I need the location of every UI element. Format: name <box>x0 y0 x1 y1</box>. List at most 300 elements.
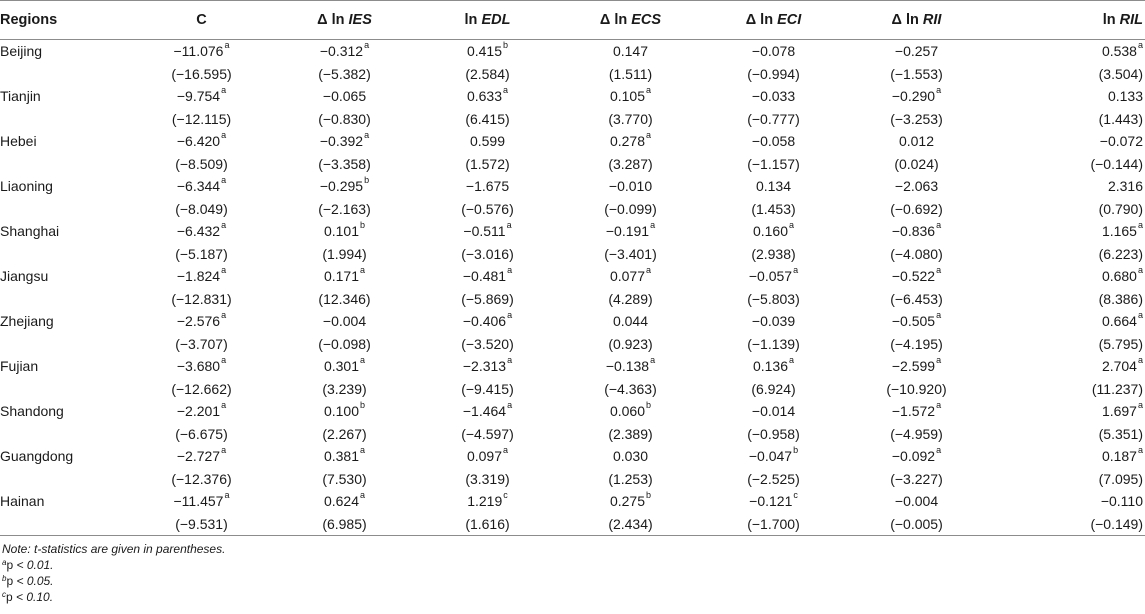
coefficient-cell <box>130 220 273 243</box>
coefficient-cell <box>416 265 559 288</box>
t-statistic: (5.351) <box>1098 425 1143 442</box>
t-statistic: (2.389) <box>608 425 653 442</box>
t-statistic: (−5.869) <box>461 290 514 307</box>
significance-mark: a <box>507 355 513 366</box>
coefficient-cell <box>702 85 845 108</box>
significance-mark: a <box>936 355 942 366</box>
coefficient-value: 2.316 <box>1107 178 1143 195</box>
t-statistic: (−16.595) <box>171 65 232 82</box>
coefficient-cell <box>988 310 1145 333</box>
tstat-row <box>0 153 1145 176</box>
tstat-row <box>0 423 1145 446</box>
note-c: $^c$p < 0.10. <box>2 590 54 604</box>
significance-mark: a <box>364 40 370 51</box>
significance-mark: a <box>1137 310 1143 321</box>
t-statistic: (−0.576) <box>461 200 514 217</box>
coefficient-value: 0.599 <box>469 133 506 150</box>
significance-mark: c <box>793 490 798 501</box>
coefficient-value: −0.392 <box>319 133 364 150</box>
t-statistic: (6.924) <box>751 380 796 397</box>
coefficient-cell <box>559 490 702 513</box>
coefficient-value: −2.599 <box>891 358 936 375</box>
coefficient-value: −0.522 <box>891 268 936 285</box>
coefficient-cell <box>845 445 988 468</box>
coefficient-value: 0.060 <box>609 403 646 420</box>
coefficient-cell <box>273 310 416 333</box>
table-body <box>0 40 1145 536</box>
significance-mark: a <box>1137 445 1143 456</box>
coefficient-value: 0.664 <box>1101 313 1137 330</box>
coefficient-cell <box>130 490 273 513</box>
coefficient-cell <box>273 40 416 63</box>
coefficient-value: −0.047 <box>748 448 793 465</box>
t-statistic: (−6.453) <box>890 290 943 307</box>
significance-mark: a <box>221 355 227 366</box>
coefficient-cell <box>845 400 988 423</box>
coefficient-value: −6.420 <box>176 133 221 150</box>
t-statistic: (1.994) <box>322 245 367 262</box>
region-name: Shanghai <box>0 223 60 240</box>
coefficient-value: 0.136 <box>752 358 789 375</box>
coefficient-value: 0.147 <box>612 43 649 60</box>
t-statistic: (−5.382) <box>318 65 371 82</box>
tstat-row <box>0 288 1145 311</box>
significance-mark: a <box>503 85 509 96</box>
coefficient-cell <box>845 130 988 153</box>
coefficient-value: −0.010 <box>608 178 653 195</box>
t-statistic: (−5.803) <box>747 290 800 307</box>
region-name: Hainan <box>0 493 45 510</box>
table-row <box>0 400 1145 423</box>
coefficient-value: 0.012 <box>898 133 935 150</box>
header-var: EDL <box>481 12 511 28</box>
significance-mark: a <box>224 490 230 501</box>
significance-mark: a <box>221 445 227 456</box>
t-statistic: (−4.597) <box>461 425 514 442</box>
coefficient-cell <box>273 265 416 288</box>
coefficient-cell <box>273 445 416 468</box>
coefficient-cell <box>559 265 702 288</box>
coefficient-value: −2.313 <box>462 358 507 375</box>
t-statistic: (−4.080) <box>890 245 943 262</box>
significance-mark: a <box>646 265 652 276</box>
t-statistic: (−1.553) <box>890 65 943 82</box>
t-statistic: (3.770) <box>608 110 653 127</box>
coefficient-value: −0.065 <box>322 88 367 105</box>
t-statistic: (−4.363) <box>604 380 657 397</box>
region-name: Jiangsu <box>0 268 49 285</box>
region-name: Tianjin <box>0 88 41 105</box>
coefficient-value: −0.511 <box>463 223 506 240</box>
coefficient-cell <box>988 490 1145 513</box>
region-name: Zhejiang <box>0 313 54 330</box>
coefficient-cell <box>559 400 702 423</box>
coefficient-cell <box>416 400 559 423</box>
region-name: Guangdong <box>0 448 74 465</box>
coefficient-value: −2.063 <box>894 178 939 195</box>
significance-mark: b <box>360 220 366 231</box>
table-row <box>0 85 1145 108</box>
coefficient-value: −1.675 <box>465 178 510 195</box>
tstat-row <box>0 333 1145 356</box>
coefficient-value: −11.076 <box>173 43 224 60</box>
significance-mark: a <box>936 85 942 96</box>
coefficient-cell <box>845 265 988 288</box>
coefficient-cell <box>416 355 559 378</box>
t-statistic: (1.443) <box>1098 110 1143 127</box>
significance-mark: a <box>650 220 656 231</box>
header-prefix: Δ ln <box>317 12 349 28</box>
t-statistic: (−3.253) <box>890 110 943 127</box>
significance-mark: b <box>646 490 652 501</box>
coefficient-value: −0.191 <box>605 223 650 240</box>
header-prefix: Δ ln <box>891 12 923 28</box>
t-statistic: (−9.415) <box>461 380 514 397</box>
t-statistic: (−6.675) <box>175 425 228 442</box>
empty-cell <box>0 63 130 86</box>
header-prefix: Δ ln <box>745 12 778 28</box>
coefficient-cell <box>702 175 845 198</box>
coefficient-cell <box>845 85 988 108</box>
coefficient-cell <box>988 220 1145 243</box>
coefficient-value: −11.457 <box>173 493 224 510</box>
coefficient-cell <box>988 265 1145 288</box>
coefficient-value: 0.101 <box>323 223 360 240</box>
header-var: RII <box>922 12 942 28</box>
t-statistic: (3.287) <box>608 155 653 172</box>
t-statistic: (8.386) <box>1098 290 1143 307</box>
coefficient-value: −0.481 <box>462 268 507 285</box>
coefficient-value: −0.092 <box>891 448 936 465</box>
t-statistic: (−9.531) <box>130 513 273 536</box>
coefficient-cell <box>702 130 845 153</box>
coefficient-cell <box>130 310 273 333</box>
coefficient-cell <box>988 130 1145 153</box>
significance-mark: a <box>936 220 942 231</box>
coefficient-value: −0.058 <box>751 133 796 150</box>
coefficient-cell <box>559 445 702 468</box>
t-statistic: (−12.662) <box>171 380 232 397</box>
coefficient-cell <box>702 355 845 378</box>
coefficient-value: −1.572 <box>891 403 936 420</box>
coefficient-value: −9.754 <box>176 88 221 105</box>
coefficient-cell <box>559 40 702 63</box>
coefficient-value: −0.257 <box>894 43 939 60</box>
table-row <box>0 355 1145 378</box>
coefficient-cell <box>702 220 845 243</box>
coefficient-cell <box>416 490 559 513</box>
coefficient-cell <box>988 175 1145 198</box>
empty-cell <box>0 288 130 311</box>
empty-cell <box>0 513 130 536</box>
coefficient-value: −0.121 <box>749 493 793 510</box>
coefficient-value: 0.301 <box>323 358 360 375</box>
note-b: $^b$p < 0.05. <box>2 574 54 588</box>
empty-cell <box>0 423 130 446</box>
t-statistic: (−0.777) <box>747 110 800 127</box>
coefficient-value: 1.697 <box>1101 403 1137 420</box>
t-statistic: (−3.227) <box>890 470 943 487</box>
coefficient-cell <box>845 355 988 378</box>
coefficient-value: −1.824 <box>176 268 221 285</box>
coefficient-cell <box>988 445 1145 468</box>
coefficient-cell <box>416 40 559 63</box>
table-row <box>0 40 1145 63</box>
coefficient-value: −0.505 <box>891 313 936 330</box>
significance-mark: a <box>221 85 227 96</box>
t-statistic: (−12.376) <box>171 470 232 487</box>
coefficient-cell <box>845 490 988 513</box>
coefficient-cell <box>559 355 702 378</box>
coefficient-cell <box>416 310 559 333</box>
coefficient-cell <box>988 85 1145 108</box>
t-statistic: (12.346) <box>318 290 371 307</box>
significance-mark: a <box>1137 355 1143 366</box>
t-statistic: (−0.098) <box>318 335 371 352</box>
t-statistic: (−3.520) <box>461 335 514 352</box>
significance-mark: a <box>221 310 227 321</box>
t-statistic: (0.024) <box>894 155 939 172</box>
header-prefix: ln <box>1102 12 1120 28</box>
t-statistic: (6.415) <box>465 110 510 127</box>
empty-cell <box>0 378 130 401</box>
significance-mark: a <box>936 265 942 276</box>
coefficient-cell <box>130 85 273 108</box>
header-var: ECI <box>777 12 802 28</box>
coefficient-value: 0.275 <box>609 493 646 510</box>
t-statistic: (−10.920) <box>886 380 947 397</box>
coefficient-value: −2.576 <box>176 313 221 330</box>
empty-cell <box>0 468 130 491</box>
coefficient-cell <box>702 265 845 288</box>
coefficient-cell <box>416 175 559 198</box>
significance-mark: b <box>503 40 509 51</box>
significance-mark: a <box>221 175 227 186</box>
t-statistic: (0.790) <box>1098 200 1143 217</box>
header-ln-edl <box>416 1 559 40</box>
coefficient-value: 0.680 <box>1101 268 1137 285</box>
t-statistic: (−5.187) <box>175 245 228 262</box>
table-row <box>0 310 1145 333</box>
significance-mark: a <box>936 445 942 456</box>
significance-mark: a <box>221 220 227 231</box>
t-statistic: (2.584) <box>465 65 510 82</box>
t-statistic: (1.253) <box>608 470 653 487</box>
t-statistic: (1.511) <box>608 65 653 82</box>
coefficient-cell <box>702 490 845 513</box>
coefficient-value: 0.160 <box>752 223 789 240</box>
coefficient-value: −0.078 <box>751 43 796 60</box>
t-statistic: (−0.830) <box>318 110 371 127</box>
coefficient-value: 1.165 <box>1101 223 1137 240</box>
coefficient-cell <box>130 400 273 423</box>
coefficient-cell <box>130 130 273 153</box>
header-prefix: Δ ln <box>599 12 632 28</box>
t-statistic: (−8.049) <box>175 200 228 217</box>
coefficient-value: −0.138 <box>605 358 650 375</box>
t-statistic: (−1.139) <box>747 335 800 352</box>
header-var: RIL <box>1119 12 1143 28</box>
t-statistic: (7.095) <box>1098 470 1143 487</box>
t-statistic: (−12.831) <box>171 290 232 307</box>
coefficient-value: −6.344 <box>176 178 221 195</box>
significance-mark: a <box>793 265 799 276</box>
region-name: Beijing <box>0 43 43 60</box>
significance-mark: b <box>793 445 799 456</box>
region-name: Shandong <box>0 403 64 420</box>
t-statistic: (−3.401) <box>604 245 657 262</box>
significance-mark: a <box>360 445 366 456</box>
significance-mark: c <box>503 490 508 501</box>
significance-mark: a <box>506 220 512 231</box>
t-statistic: (−4.195) <box>890 335 943 352</box>
t-statistic: (−2.163) <box>318 200 371 217</box>
t-statistic: (−0.149) <box>988 513 1145 536</box>
coefficient-cell <box>559 175 702 198</box>
coefficient-value: 0.030 <box>612 448 649 465</box>
coefficient-cell <box>702 445 845 468</box>
t-statistic: (6.223) <box>1098 245 1143 262</box>
table-row <box>0 130 1145 153</box>
significance-mark: a <box>1137 40 1143 51</box>
t-statistic: (3.239) <box>322 380 367 397</box>
coefficient-cell <box>702 400 845 423</box>
coefficient-value: −0.312 <box>319 43 364 60</box>
coefficient-value: −0.406 <box>462 313 507 330</box>
coefficient-value: 2.704 <box>1101 358 1137 375</box>
significance-mark: a <box>507 310 513 321</box>
significance-mark: a <box>650 355 656 366</box>
coefficient-value: −1.464 <box>462 403 507 420</box>
header-var: IES <box>348 12 372 28</box>
significance-mark: a <box>936 310 942 321</box>
coefficient-value: 0.105 <box>609 88 646 105</box>
significance-mark: a <box>1137 265 1143 276</box>
significance-mark: a <box>360 490 366 501</box>
empty-cell <box>0 108 130 131</box>
region-name: Liaoning <box>0 178 53 195</box>
coefficient-value: 0.624 <box>323 493 360 510</box>
coefficient-cell <box>130 175 273 198</box>
coefficient-value: 0.538 <box>1101 43 1137 60</box>
coefficient-cell <box>702 310 845 333</box>
coefficient-value: 1.219 <box>467 493 503 510</box>
t-statistic: (3.319) <box>465 470 510 487</box>
significance-mark: a <box>507 265 513 276</box>
coefficient-value: −0.057 <box>748 268 793 285</box>
header-dln-ies <box>273 1 416 40</box>
significance-mark: a <box>360 355 366 366</box>
coefficient-cell <box>845 175 988 198</box>
t-statistic: (−4.959) <box>890 425 943 442</box>
empty-cell <box>0 153 130 176</box>
t-statistic: (−3.358) <box>318 155 371 172</box>
coefficient-cell <box>416 220 559 243</box>
coefficient-cell <box>273 220 416 243</box>
significance-mark: a <box>507 400 513 411</box>
significance-mark: b <box>360 400 366 411</box>
coefficient-value: 0.100 <box>323 403 360 420</box>
coefficient-cell <box>130 445 273 468</box>
table-row <box>0 265 1145 288</box>
coefficient-value: 0.133 <box>1107 88 1143 105</box>
header-regions: Regions <box>0 1 130 40</box>
coefficient-value: 0.097 <box>466 448 503 465</box>
coefficient-cell <box>273 130 416 153</box>
t-statistic: (−0.005) <box>845 513 988 536</box>
coefficient-cell <box>988 400 1145 423</box>
coefficient-value: −0.014 <box>751 403 796 420</box>
t-statistic: (1.453) <box>751 200 796 217</box>
header-c: C <box>130 1 273 40</box>
coefficient-cell <box>416 445 559 468</box>
t-statistic: (−0.692) <box>890 200 943 217</box>
coefficient-value: 0.278 <box>609 133 646 150</box>
coefficient-cell <box>130 355 273 378</box>
t-statistic: (1.616) <box>416 513 559 536</box>
significance-mark: a <box>221 400 227 411</box>
significance-mark: a <box>364 130 370 141</box>
tstat-row <box>0 63 1145 86</box>
significance-mark: a <box>224 40 230 51</box>
coefficient-value: 0.415 <box>466 43 503 60</box>
header-dln-rii <box>845 1 988 40</box>
note-main: Note: t-statistics are given in parentheses. <box>2 542 226 556</box>
coefficient-cell <box>273 85 416 108</box>
table-row <box>0 220 1145 243</box>
coefficient-cell <box>845 220 988 243</box>
coefficient-value: −0.072 <box>1099 133 1143 150</box>
header-ln-ril <box>988 1 1145 40</box>
coefficient-value: 0.044 <box>612 313 649 330</box>
t-statistic: (4.289) <box>608 290 653 307</box>
t-statistic: (−0.994) <box>747 65 800 82</box>
t-statistic: (−8.509) <box>175 155 228 172</box>
coefficient-cell <box>845 310 988 333</box>
coefficient-value: −0.110 <box>1100 493 1143 510</box>
coefficient-value: 0.134 <box>755 178 792 195</box>
region-name: Fujian <box>0 358 39 375</box>
header-var: ECS <box>631 12 662 28</box>
coefficient-cell <box>988 355 1145 378</box>
coefficient-value: −0.039 <box>751 313 796 330</box>
significance-mark: b <box>364 175 370 186</box>
table-row <box>0 175 1145 198</box>
t-statistic: (7.530) <box>322 470 367 487</box>
t-statistic: (6.985) <box>273 513 416 536</box>
coefficient-cell <box>130 265 273 288</box>
note-a: $^a$p < 0.01. <box>2 558 54 572</box>
coefficient-value: −0.033 <box>751 88 796 105</box>
coefficient-cell <box>416 130 559 153</box>
t-statistic: (1.572) <box>465 155 510 172</box>
coefficient-value: −3.680 <box>176 358 221 375</box>
coefficient-cell <box>702 40 845 63</box>
tstat-row <box>0 108 1145 131</box>
coefficient-cell <box>273 400 416 423</box>
t-statistic: (−2.525) <box>747 470 800 487</box>
t-statistic: (2.938) <box>751 245 796 262</box>
significance-mark: a <box>646 85 652 96</box>
coefficient-value: −0.004 <box>894 493 939 510</box>
t-statistic: (0.923) <box>608 335 653 352</box>
coefficient-value: −2.201 <box>176 403 221 420</box>
coefficient-value: −6.432 <box>176 223 221 240</box>
t-statistic: (−3.016) <box>461 245 514 262</box>
coefficient-value: −0.836 <box>891 223 936 240</box>
t-statistic: (−0.099) <box>604 200 657 217</box>
header-dln-eci <box>702 1 845 40</box>
